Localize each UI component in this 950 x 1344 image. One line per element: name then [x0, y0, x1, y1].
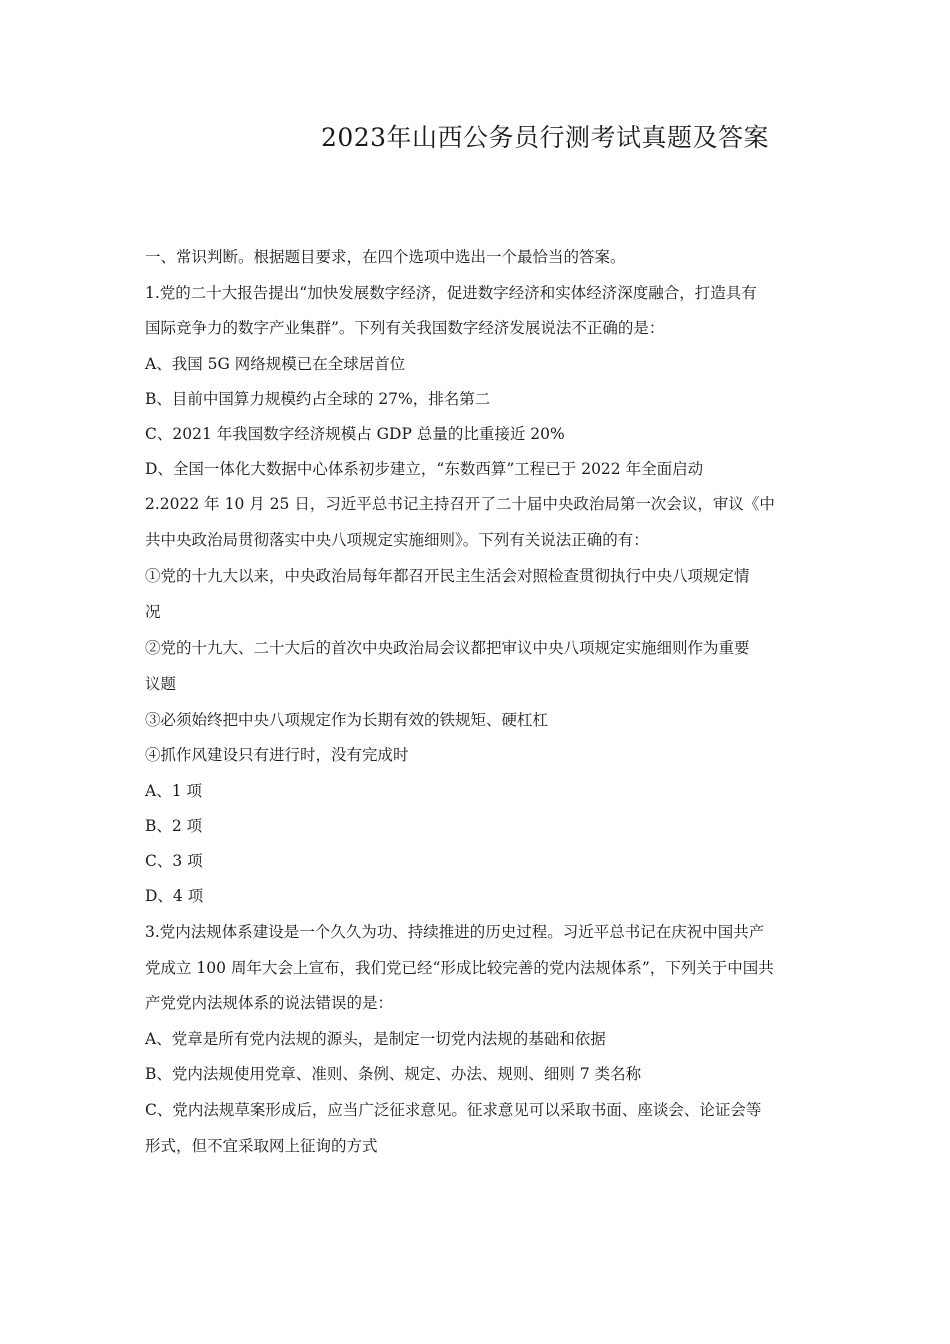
question-2-statement-1-cont: 况	[145, 603, 161, 621]
question-2-stem-cont: 共中央政治局贯彻落实中央八项规定实施细则》。下列有关说法正确的有：	[145, 531, 649, 549]
question-2-statement-2-cont: 议题	[145, 675, 177, 693]
question-2-option-a: A、1 项	[145, 782, 202, 800]
question-3-stem: 3.党内法规体系建设是一个久久为功、持续推进的历史过程。习近平总书记在庆祝中国共产	[145, 923, 765, 941]
question-3-option-a: A、党章是所有党内法规的源头，是制定一切党内法规的基础和依据	[145, 1030, 606, 1048]
question-2-statement-2: ②党的十九大、二十大后的首次中央政治局会议都把审议中央八项规定实施细则作为重要	[145, 639, 750, 657]
question-2-option-d: D、4 项	[145, 887, 204, 905]
question-2-statement-3: ③必须始终把中央八项规定作为长期有效的铁规矩、硬杠杠	[145, 711, 549, 729]
question-1-stem: 1.党的二十大报告提出“加快发展数字经济，促进数字经济和实体经济深度融合，打造具有	[145, 284, 757, 302]
question-3-stem-cont-2: 产党党内法规体系的说法错误的是：	[145, 994, 394, 1012]
question-1-stem-cont: 国际竞争力的数字产业集群”。下列有关我国数字经济发展说法不正确的是：	[145, 319, 665, 337]
question-2-stem: 2.2022 年 10 月 25 日，习近平总书记主持召开了二十届中央政治局第一次会议，审议《中	[145, 495, 775, 513]
question-1-option-c: C、2021 年我国数字经济规模占 GDP 总量的比重接近 20%	[145, 425, 565, 443]
question-1-option-d: D、全国一体化大数据中心体系初步建立，“东数西算”工程已于 2022 年全面启动	[145, 460, 704, 478]
question-2-statement-4: ④抓作风建设只有进行时，没有完成时	[145, 746, 409, 764]
question-3-option-b: B、党内法规使用党章、准则、条例、规定、办法、规则、细则 7 类名称	[145, 1065, 642, 1083]
question-3-option-c: C、党内法规草案形成后，应当广泛征求意见。征求意见可以采取书面、座谈会、论证会等	[145, 1101, 762, 1119]
question-3-option-c-cont: 形式，但不宜采取网上征询的方式	[145, 1137, 378, 1155]
question-2-statement-1: ①党的十九大以来，中央政治局每年都召开民主生活会对照检查贯彻执行中央八项规定情	[145, 567, 750, 585]
question-1-option-a: A、我国 5G 网络规模已在全球居首位	[145, 355, 406, 373]
question-1-option-b: B、目前中国算力规模约占全球的 27%，排名第二	[145, 390, 491, 408]
question-2-option-b: B、2 项	[145, 817, 203, 835]
page-title: 2023年山西公务员行测考试真题及答案	[320, 123, 770, 152]
question-3-stem-cont: 党成立 100 周年大会上宣布，我们党已经“形成比较完善的党内法规体系”，下列关于中国共	[145, 959, 774, 977]
section-heading: 一、常识判断。根据题目要求，在四个选项中选出一个最恰当的答案。	[145, 248, 626, 266]
question-2-option-c: C、3 项	[145, 852, 203, 870]
